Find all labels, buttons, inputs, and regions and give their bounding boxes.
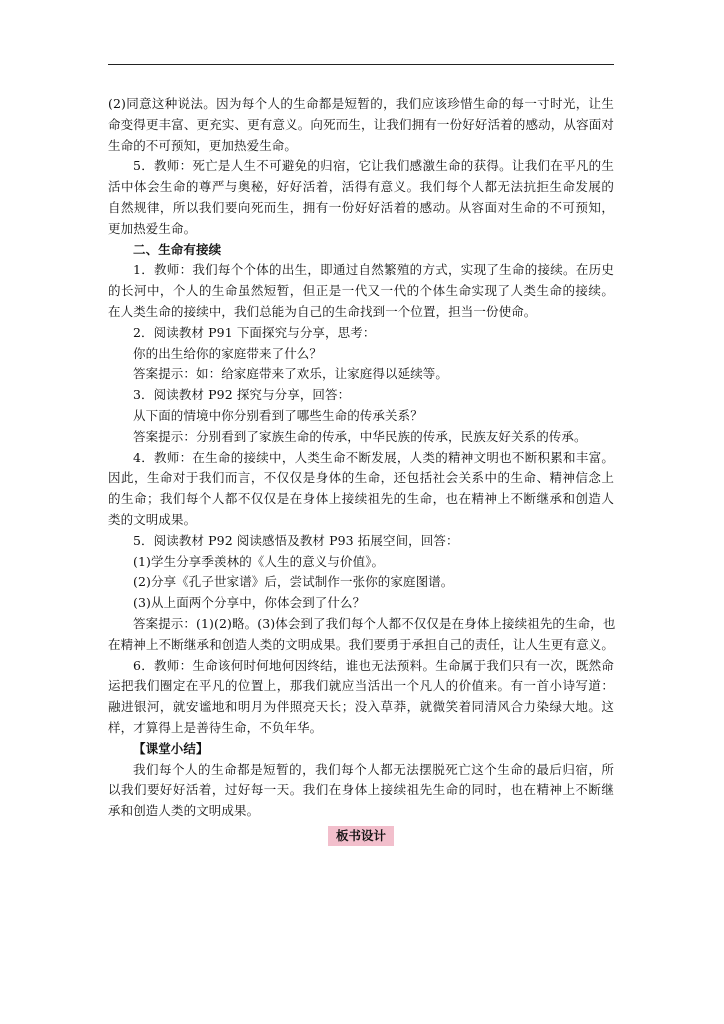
section-heading: 【课堂小结】 (133, 740, 209, 756)
text-line: 3．阅读教材 P92 探究与分享，回答： (133, 387, 351, 403)
text-line: (2)分享《孔子世家谱》后，尝试制作一张你的家庭图谱。 (133, 574, 454, 590)
text-line: 样，才算得上是善待生命，不负年华。 (108, 719, 323, 735)
text-line: 从下面的情境中你分别看到了哪些生命的传承关系？ (133, 407, 423, 423)
text-line: (3)从上面两个分享中，你体会到了什么？ (133, 595, 366, 611)
text-line: 运把我们圈定在平凡的位置上，那我们就应当活出一个凡人的价值来。有一首小诗写道： (108, 678, 614, 694)
text-line: 我们每个人的生命都是短暂的，我们每个人都无法摆脱死亡这个生命的最后归宿，所 (133, 761, 614, 777)
text-line: 在精神上不断继承和创造人类的文明成果。我们要勇于承担自己的责任，让人生更有意义。 (108, 636, 614, 652)
text-line: 类的文明成果。 (108, 511, 197, 527)
header-rule (108, 64, 614, 65)
text-line: 更加热爱生命。 (108, 220, 197, 236)
text-line: 答案提示：如：给家庭带来了欢乐，让家庭得以延续等。 (133, 366, 449, 382)
board-design-wrap (108, 825, 614, 846)
text-line: (1)学生分享季羡林的《人生的意义与价值》。 (133, 553, 385, 569)
text-line: 答案提示：(1)(2)略。(3)体会到了我们每个人都不仅仅是在身体上接续祖先的生命，也 (133, 615, 616, 631)
text-line: 4．教师：在生命的接续中，人类生命不断发展，人类的精神文明也不断积累和丰富。 (133, 449, 614, 465)
text-line: 5．教师：死亡是人生不可避免的归宿，它让我们感激生命的获得。让我们在平凡的生 (133, 158, 614, 174)
text-line: 以我们要好好活着，过好每一天。我们在身体上接续祖先生命的同时，也在精神上不断继 (108, 782, 614, 798)
text-line: 答案提示：分别看到了家族生命的传承，中华民族的传承，民族友好关系的传承。 (133, 428, 587, 444)
text-line: 因此，生命对于我们而言，不仅仅是身体的生命，还包括社会关系中的生命、精神信念上 (108, 470, 614, 486)
text-line: 在人类生命的接续中，我们总能为自己的生命找到一个位置，担当一份使命。 (108, 303, 537, 319)
board-design-label: 板书设计 (328, 826, 394, 846)
text-line: 5．阅读教材 P92 阅读感悟及教材 P93 拓展空间，回答： (133, 532, 459, 548)
document-body (108, 94, 614, 846)
text-line: 6．教师：生命该何时何地何因终结，谁也无法预料。生命属于我们只有一次，既然命 (133, 657, 614, 673)
text-line: 融进银河，就安谧地和明月为伴照亮天长；没入草莽，就微笑着同清风合力染绿大地。这 (108, 699, 614, 715)
text-line: 活中体会生命的尊严与奥秘，好好活着，活得有意义。我们每个人都无法抗拒生命发展的 (108, 179, 614, 195)
text-line: 命变得更丰富、更充实、更有意义。向死而生，让我们拥有一份好好活着的感动，从容面对 (108, 116, 614, 132)
text-line: (2)同意这种说法。因为每个人的生命都是短暂的，我们应该珍惜生命的每一寸时光，让生 (108, 96, 614, 111)
text-line: 2．阅读教材 P91 下面探究与分享，思考： (133, 324, 376, 340)
text-line: 的长河中，个人的生命虽然短暂，但正是一代又一代的个体生命实现了人类生命的接续。 (108, 283, 614, 299)
section-heading: 二、生命有接续 (133, 241, 222, 257)
text-line: 生命的不可预知，更加热爱生命。 (108, 137, 298, 153)
text-line: 的生命；我们每个人都不仅仅是在身体上接续祖先的生命，也在精神上不断继承和创造人 (108, 491, 614, 507)
text-line: 承和创造人类的文明成果。 (108, 803, 260, 819)
text-line: 1．教师：我们每个个体的出生，即通过自然繁殖的方式，实现了生命的接续。在历史 (133, 262, 614, 278)
text-line: 自然规律，所以我们要向死而生，拥有一份好好活着的感动。从容面对生命的不可预知， (108, 199, 614, 215)
text-line: 你的出生给你的家庭带来了什么？ (133, 345, 323, 361)
